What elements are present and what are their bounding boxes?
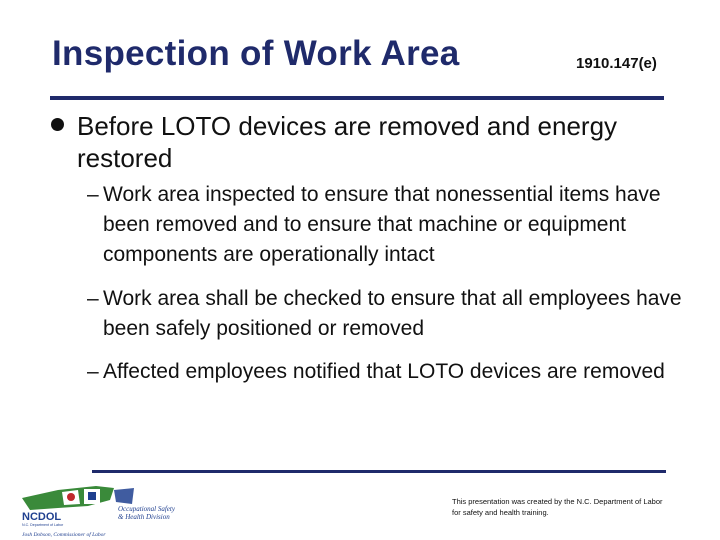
svg-text:& Health Division: & Health Division <box>118 513 170 521</box>
svg-text:NCDOL: NCDOL <box>22 511 62 523</box>
sub-bullet-text: Affected employees notified that LOTO devices are removed <box>103 360 665 383</box>
sub-bullet-text: Work area inspected to ensure that nonessential items have been removed and to ensure that machine or equipment components are operationally intact <box>103 183 661 266</box>
ncdol-logo <box>18 478 198 538</box>
svg-text:Josh Dobson, Commissioner of L: Josh Dobson, Commissioner of Labor <box>22 532 106 538</box>
main-bullet: Before LOTO devices are removed and energy restored <box>77 111 618 173</box>
sub-bullet-2 <box>87 284 687 344</box>
svg-text:N.C. Department of Labor: N.C. Department of Labor <box>22 523 64 527</box>
sub-bullet-3 <box>87 357 687 387</box>
footer-divider <box>92 470 666 473</box>
footer-note: This presentation was created by the N.C. Department of Labor for safety and health training. <box>452 497 663 517</box>
svg-text:Occupational Safety: Occupational Safety <box>118 505 175 513</box>
sub-bullet-text: Work area shall be checked to ensure that all employees have been safely positioned or removed <box>103 287 682 340</box>
sub-bullet-1 <box>87 180 687 270</box>
dash-icon: – <box>87 360 99 383</box>
standard-reference: 1910.147(e) <box>576 55 657 72</box>
title-divider <box>50 96 664 100</box>
slide-title: Inspection of Work Area <box>52 34 460 73</box>
dash-icon: – <box>87 183 99 206</box>
bullet-dot-icon <box>51 118 64 131</box>
dash-icon: – <box>87 287 99 310</box>
